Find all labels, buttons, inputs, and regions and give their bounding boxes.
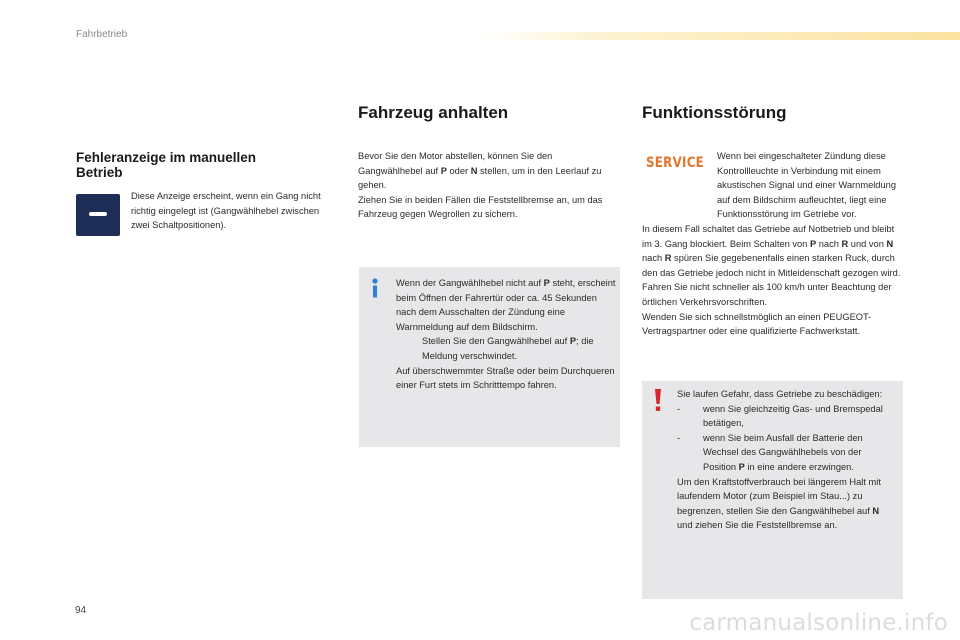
warning-exclamation-icon [652,388,664,412]
service-warning-icon: SERVICE [646,155,705,171]
right-body-text: Wenn bei eingeschalteter Zündung diese Kontrollleuchte in Verbindung mit einem akustischen Signal und einer Warnmeldung auf dem Bildschirm aufleuchtet, liegt eine Funktionsstörung im Getriebe vor. In diesem Fall schaltet das Getriebe auf Notbetrieb und bleibt im 3. Gang blockiert. Beim Schalten von P nach R und von N nach R spüren Sie gegebenenfalls einen starken Ruck, durch den das Getriebe jedoch nicht in Mitleidenschaft gezogen wird. Fahren Sie nicht schneller als 100 km/h unter Beachtung der örtlichen Verkehrsvorschriften. Wenden Sie sich schnellstmöglich an einen PEUGEOT-Vertragspartner oder eine qualifizierte Fachwerkstatt. [642,151,901,337]
left-body-text: Diese Anzeige erscheint, wenn ein Gang nicht richtig eingelegt ist (Gangwählhebel zwischen zwei Schaltpositionen). [131,191,321,231]
warning-bullet: - wenn Sie beim Ausfall der Batterie den Wechsel des Gangwählhebels von der Position P in eine andere erzwingen. [677,432,863,472]
middle-body-text: Bevor Sie den Motor abstellen, können Sie den Gangwählhebel auf P oder N stellen, um in den Leerlauf zu gehen. Ziehen Sie in beiden Fällen die Feststellbremse an, um das Fahrzeug gegen Wegrollen zu sichern. [358,151,603,220]
section-label: Fahrbetrieb [76,29,128,40]
warning-bullet-list [677,402,892,475]
heading-fehleranzeige: Fehleranzeige im manuellen Betrieb [76,150,257,180]
page-number: 94 [75,605,87,616]
info-box-text: Wenn der Gangwählhebel nicht auf P steht, erscheint beim Öffnen der Fahrertür oder ca. 45 Sekunden nach dem Ausschalten der Zündung eine Warnmeldung auf dem Bildschirm. Stellen Sie den Gangwählhebel auf P; die Meldung verschwindet. Auf überschwemmter Straße oder beim Durchqueren einer Furt stets im Schritttempo fahren. [396,278,616,391]
warning-bullet: - wenn Sie gleichzeitig Gas- und Bremspedal betätigen, [677,403,883,429]
info-bullet-list [396,334,616,363]
heading-funktionsstoerung: Funktionsstörung [642,103,787,122]
heading-fahrzeug-anhalten: Fahrzeug anhalten [358,103,509,122]
info-bullet: Stellen Sie den Gangwählhebel auf P; die Meldung verschwindet. [422,336,594,361]
gear-indicator-icon [76,194,120,236]
header-bar [480,32,960,40]
warning-box-text: Sie laufen Gefahr, dass Getriebe zu beschädigen: - wenn Sie gleichzeitig Gas- und Bremspedal betätigen, - wenn Sie beim Ausfall der Batterie den Wechsel des Gangwählhebels von der Position P in eine andere erzwingen. Um den Kraftstoffverbrauch bei längerem Halt mit laufendem Motor (zum Beispiel im Stau...) zu begrenzen, stellen Sie den Gangwählhebel auf N und ziehen Sie die Feststellbremse an. [677,387,892,533]
info-icon [370,278,380,298]
watermark: carmanualsonline.info [689,610,948,636]
